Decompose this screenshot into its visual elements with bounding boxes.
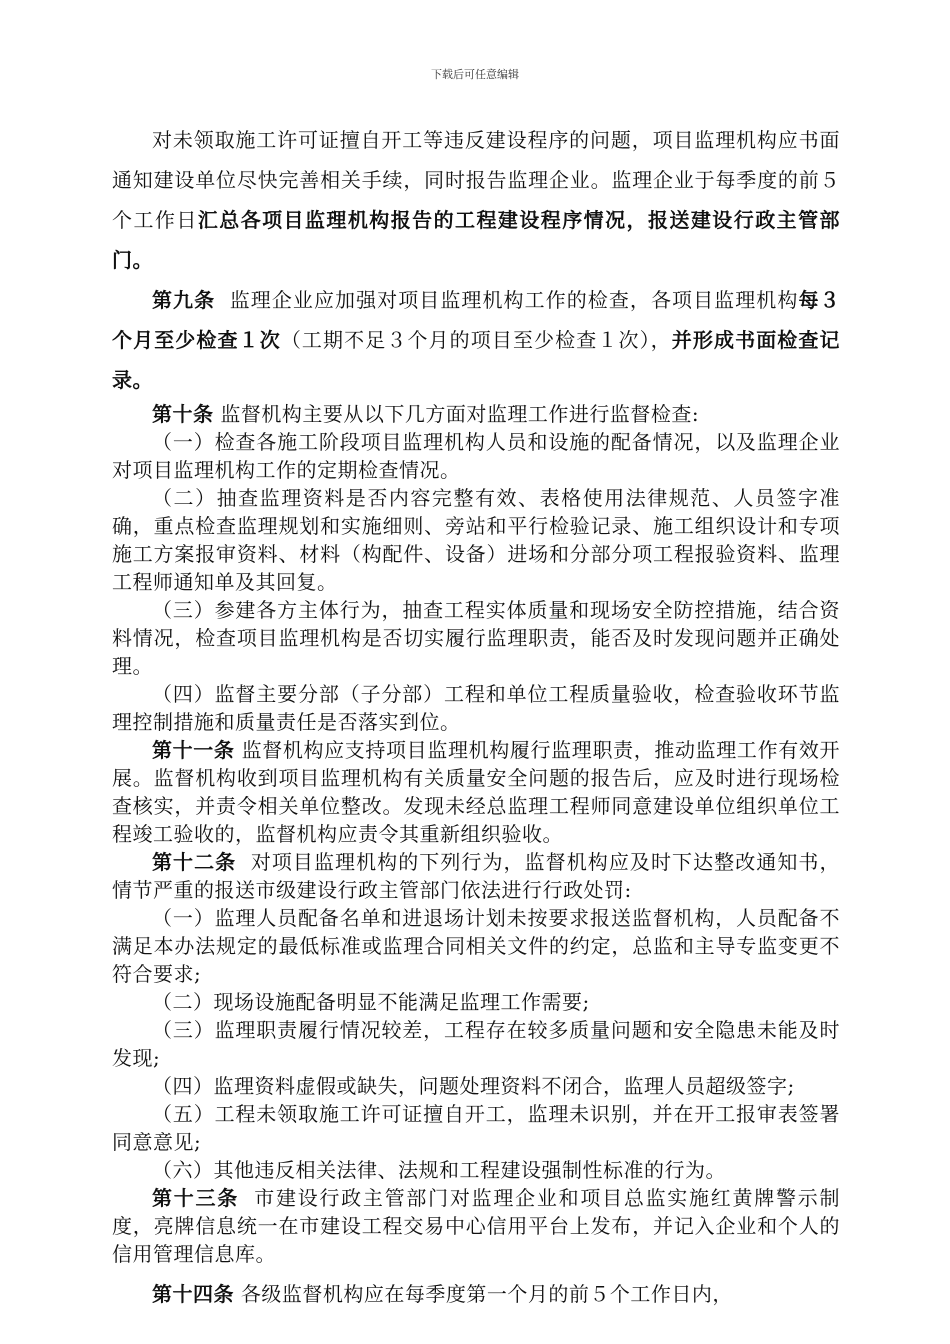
paragraph-bold-text: 并形成书面检查记录。	[112, 328, 841, 392]
document-body	[112, 120, 840, 1308]
article-title: 第十一条	[152, 738, 235, 762]
paragraph-text: 各级监督机构应在每季度第一个月的前５个工作日内，	[240, 1282, 733, 1306]
paragraph-bold-text: 汇总各项目监理机构报告的工程建设程序情况，报送建设行政主管部门。	[112, 208, 841, 272]
list-item-4: （四）监督主要分部（子分部）工程和单位工程质量验收，检查验收环节监理控制措施和质量责任是否落实到位。	[112, 682, 840, 734]
list-item-4: （四）监理资料虚假或缺失，问题处理资料不闭合，监理人员超级签字;	[152, 1074, 795, 1098]
article-title: 第十二条	[152, 850, 237, 874]
list-item-2: （二）抽查监理资料是否内容完整有效、表格使用法律规范、人员签字准确，重点检查监理规划和实施细则、旁站和平行检验记录、施工组织设计和专项施工方案报审资料、材料（构配件、设备）进场和分部分项工程报验资料、监理工程师通知单及其回复。	[112, 486, 840, 594]
list-item-1: （一）监理人员配备名单和进退场计划未按要求报送监督机构，人员配备不满足本办法规定的最低标准或监理合同相关文件的约定，总监和主导专监变更不符合要求;	[112, 906, 840, 986]
list-item-6: （六）其他违反相关法律、法规和工程建设强制性标准的行为。	[152, 1158, 726, 1182]
paragraph-text: 监理企业应加强对项目监理机构工作的检查，各项目监理机构	[229, 288, 799, 312]
article-title: 第十四条	[152, 1282, 234, 1306]
list-item-3: （三）参建各方主体行为，抽查工程实体质量和现场安全防控措施，结合资料情况，检查项目监理机构是否切实履行监理职责，能否及时发现问题并正确处理。	[112, 598, 840, 678]
article-10	[112, 400, 840, 428]
article-9	[112, 280, 840, 400]
article-13	[112, 1184, 840, 1268]
article-title: 第九条	[152, 288, 216, 312]
paragraph-text: 市建设行政主管部门对监理企业和项目总监实施红黄牌警示制度，亮牌信息统一在市建设工程交易中心信用平台上发布，并记入企业和个人的信用管理信息库。	[112, 1186, 841, 1266]
paragraph-text: 对项目监理机构的下列行为，监督机构应及时下达整改通知书，情节严重的报送市级建设行政主管部门依法进行行政处罚:	[112, 850, 840, 902]
paragraph-text: 监督机构应支持项目监理机构履行监理职责，推动监理工作有效开展。监督机构收到项目监理机构有关质量安全问题的报告后，应及时进行现场检查核实，并责令相关单位整改。发现未经总监理工程师同意建设单位组织单位工程竣工验收的，监督机构应责令其重新组织验收。	[112, 738, 840, 846]
article-title: 第十三条	[152, 1186, 239, 1210]
page-header: 下载后可任意编辑	[431, 68, 519, 81]
paragraph-bold-text: 每３个月至少检查１次	[112, 288, 840, 352]
list-item-3: （三）监理职责履行情况较差，工程存在较多质量问题和安全隐患未能及时发现;	[112, 1018, 840, 1070]
article-12	[112, 848, 840, 904]
paragraph-text: 监督机构主要从以下几方面对监理工作进行监督检查:	[220, 402, 700, 426]
paragraph-text: 对未领取施工许可证擅自开工等违反建设程序的问题，项目监理机构应书面通知建设单位尽快完善相关手续，同时报告监理企业。监理企业于每季度的前５个工作日	[112, 128, 840, 232]
paragraph-text: （工期不足３个月的项目至少检查１次），	[280, 328, 672, 352]
list-item-5: （五）工程未领取施工许可证擅自开工，监理未识别，并在开工报审表签署同意意见;	[112, 1102, 840, 1154]
list-item-1: （一）检查各施工阶段项目监理机构人员和设施的配备情况，以及监理企业对项目监理机构工作的定期检查情况。	[112, 430, 840, 482]
article-title: 第十条	[152, 402, 214, 426]
paragraph-1	[112, 120, 840, 280]
article-11	[112, 736, 840, 848]
article-14	[112, 1280, 840, 1308]
list-item-2: （二）现场设施配备明显不能满足监理工作需要;	[152, 990, 590, 1014]
